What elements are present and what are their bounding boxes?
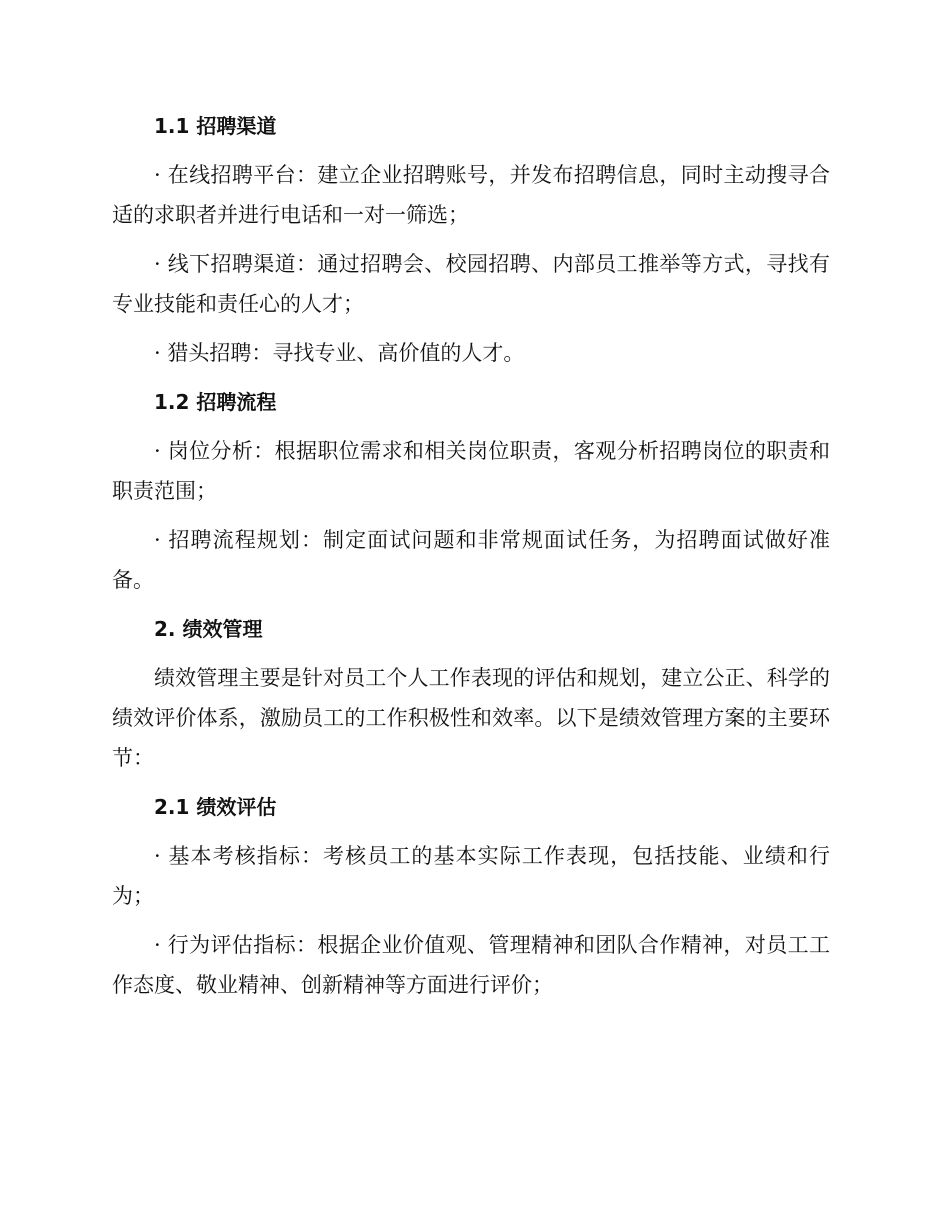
section-heading-2: 2. 绩效管理 (154, 617, 263, 641)
document-body (112, 106, 830, 1014)
section-heading-2-1: 2.1 绩效评估 (154, 795, 277, 819)
section-heading-1-2: 1.2 招聘流程 (154, 390, 277, 414)
bullet-online-recruitment: · 在线招聘平台：建立企业招聘账号，并发布招聘信息，同时主动搜寻合适的求职者并进行电话和一对一筛选； (112, 163, 830, 227)
section-heading-1-1: 1.1 招聘渠道 (154, 114, 277, 138)
bullet-offline-recruitment: · 线下招聘渠道：通过招聘会、校园招聘、内部员工推举等方式，寻找有专业技能和责任心的人才； (112, 252, 830, 316)
bullet-behavior-indicators: · 行为评估指标：根据企业价值观、管理精神和团队合作精神，对员工工作态度、敬业精神、创新精神等方面进行评价； (112, 933, 830, 997)
performance-intro-paragraph: 绩效管理主要是针对员工个人工作表现的评估和规划，建立公正、科学的绩效评价体系，激励员工的工作积极性和效率。以下是绩效管理方案的主要环节： (112, 666, 830, 770)
bullet-job-analysis: · 岗位分析：根据职位需求和相关岗位职责，客观分析招聘岗位的职责和职责范围； (112, 439, 830, 503)
bullet-headhunter-recruitment: · 猎头招聘：寻找专业、高价值的人才。 (154, 341, 525, 365)
bullet-basic-indicators: · 基本考核指标：考核员工的基本实际工作表现，包括技能、业绩和行为； (112, 844, 830, 908)
bullet-process-planning: · 招聘流程规划：制定面试问题和非常规面试任务，为招聘面试做好准备。 (112, 528, 830, 592)
